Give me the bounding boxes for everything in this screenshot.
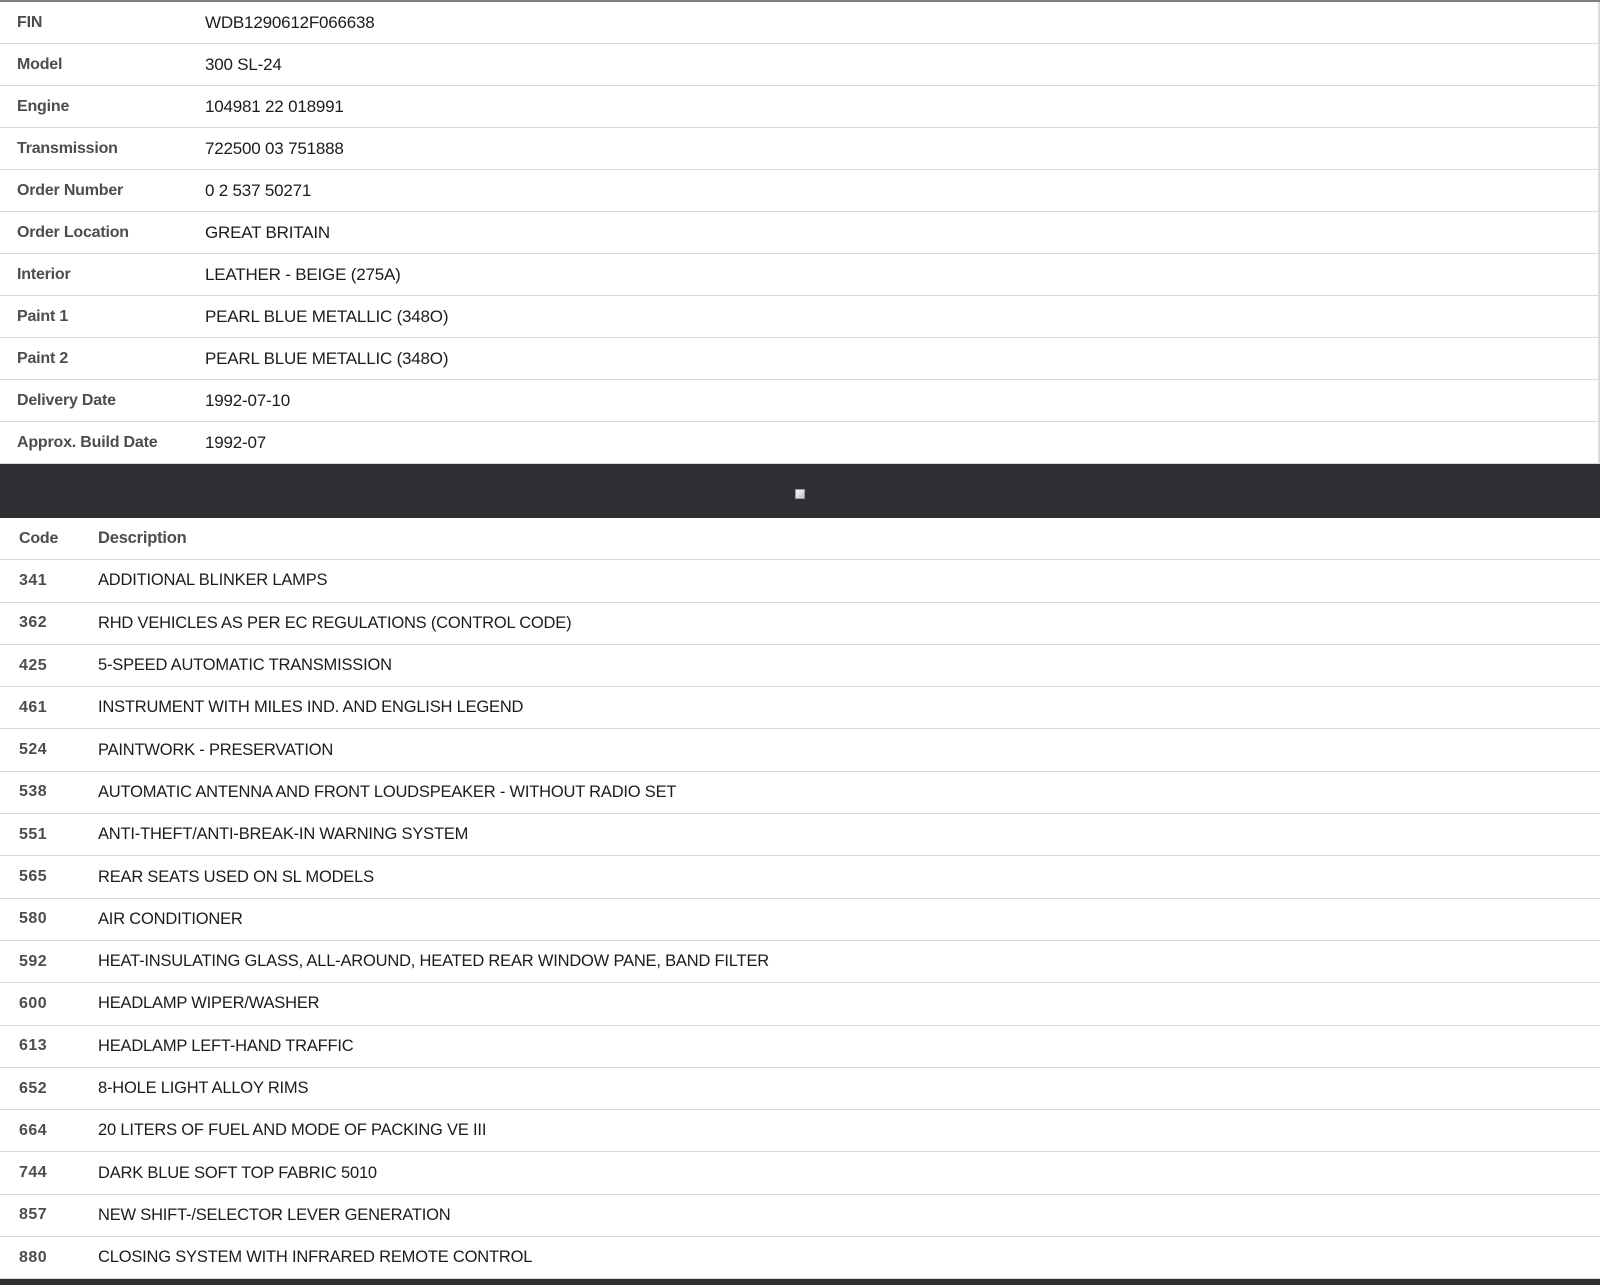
info-table-row (0, 44, 1598, 86)
option-code: 362 (19, 614, 48, 632)
option-table-row (0, 772, 1600, 814)
option-code: 580 (19, 910, 48, 928)
option-table-row (0, 814, 1600, 856)
option-description: RHD VEHICLES AS PER EC REGULATIONS (CONTROL CODE) (98, 613, 572, 632)
option-code: 341 (19, 571, 48, 589)
option-table-row (0, 941, 1600, 983)
option-description: CLOSING SYSTEM WITH INFRARED REMOTE CONTROL (98, 1248, 533, 1267)
info-row-label: Interior (17, 265, 71, 283)
option-table-row (0, 560, 1600, 602)
option-code: 664 (19, 1121, 48, 1139)
info-table-row (0, 380, 1598, 422)
info-row-label: FIN (17, 13, 43, 31)
option-table-row (0, 603, 1600, 645)
option-code: 652 (19, 1079, 48, 1097)
info-row-value: 1992-07-10 (205, 390, 290, 410)
options-table (0, 518, 1600, 1279)
vehicle-info-table (0, 2, 1600, 464)
option-description: AIR CONDITIONER (98, 909, 243, 928)
description-column-header: Description (98, 529, 187, 548)
info-row-label: Engine (17, 97, 70, 115)
option-code: 524 (19, 741, 48, 759)
option-code: 461 (19, 698, 48, 716)
info-row-value: PEARL BLUE METALLIC (348O) (205, 306, 449, 326)
option-code: 538 (19, 783, 48, 801)
option-table-row (0, 1195, 1600, 1237)
info-table-row (0, 296, 1598, 338)
info-row-label: Order Number (17, 181, 124, 199)
info-row-label: Order Location (17, 223, 129, 241)
info-row-value: GREAT BRITAIN (205, 222, 330, 242)
option-code: 425 (19, 656, 48, 674)
option-code: 600 (19, 994, 48, 1012)
info-table-row (0, 86, 1598, 128)
info-row-label: Paint 1 (17, 307, 69, 325)
info-table-row (0, 254, 1598, 296)
option-table-row (0, 1152, 1600, 1194)
option-code: 613 (19, 1037, 48, 1055)
option-code: 744 (19, 1164, 48, 1182)
info-row-value: WDB1290612F066638 (205, 12, 375, 32)
option-description: 20 LITERS OF FUEL AND MODE OF PACKING VE III (98, 1121, 487, 1140)
option-table-row (0, 687, 1600, 729)
option-table-row (0, 1068, 1600, 1110)
info-row-value: 104981 22 018991 (205, 96, 344, 116)
option-description: 5-SPEED AUTOMATIC TRANSMISSION (98, 656, 392, 675)
option-code: 592 (19, 952, 48, 970)
info-row-label: Approx. Build Date (17, 433, 158, 451)
info-row-value: 300 SL-24 (205, 54, 282, 74)
options-table-body (0, 560, 1600, 1279)
option-description: ADDITIONAL BLINKER LAMPS (98, 571, 328, 590)
option-table-row (0, 645, 1600, 687)
option-table-row (0, 1026, 1600, 1068)
option-code: 565 (19, 868, 48, 886)
info-table-row (0, 212, 1598, 254)
option-description: HEADLAMP WIPER/WASHER (98, 994, 320, 1013)
info-row-label: Model (17, 55, 63, 73)
option-table-row (0, 983, 1600, 1025)
option-description: DARK BLUE SOFT TOP FABRIC 5010 (98, 1163, 377, 1182)
info-row-value: LEATHER - BEIGE (275A) (205, 264, 401, 284)
option-table-row (0, 729, 1600, 771)
option-table-row (0, 1110, 1600, 1152)
option-description: HEADLAMP LEFT-HAND TRAFFIC (98, 1036, 354, 1055)
option-description: HEAT-INSULATING GLASS, ALL-AROUND, HEATED REAR WINDOW PANE, BAND FILTER (98, 952, 769, 971)
info-row-label: Delivery Date (17, 391, 116, 409)
option-description: PAINTWORK - PRESERVATION (98, 740, 334, 759)
info-table-row (0, 170, 1598, 212)
section-divider-bar (0, 464, 1600, 518)
info-table-row (0, 338, 1598, 380)
info-row-value: 1992-07 (205, 432, 266, 452)
info-row-value: 0 2 537 50271 (205, 180, 312, 200)
info-row-label: Transmission (17, 139, 118, 157)
info-row-value: PEARL BLUE METALLIC (348O) (205, 348, 449, 368)
option-description: INSTRUMENT WITH MILES IND. AND ENGLISH LEGEND (98, 698, 524, 717)
option-description: REAR SEATS USED ON SL MODELS (98, 867, 374, 886)
broken-image-icon (795, 489, 805, 499)
info-table-row (0, 128, 1598, 170)
info-table-row (0, 2, 1598, 44)
info-row-label: Paint 2 (17, 349, 69, 367)
option-table-row (0, 899, 1600, 941)
info-table-row (0, 422, 1598, 464)
bottom-section-bar (0, 1279, 1600, 1285)
option-code: 857 (19, 1206, 48, 1224)
code-column-header: Code (19, 529, 59, 547)
option-description: NEW SHIFT-/SELECTOR LEVER GENERATION (98, 1205, 451, 1224)
option-description: 8-HOLE LIGHT ALLOY RIMS (98, 1079, 309, 1097)
option-code: 880 (19, 1248, 48, 1266)
option-description: ANTI-THEFT/ANTI-BREAK-IN WARNING SYSTEM (98, 825, 469, 844)
option-description: AUTOMATIC ANTENNA AND FRONT LOUDSPEAKER - WITHOUT RADIO SET (98, 782, 677, 801)
options-table-header-row (0, 518, 1600, 560)
info-row-value: 722500 03 751888 (205, 138, 344, 158)
option-table-row (0, 1237, 1600, 1279)
option-code: 551 (19, 825, 48, 843)
option-table-row (0, 856, 1600, 898)
